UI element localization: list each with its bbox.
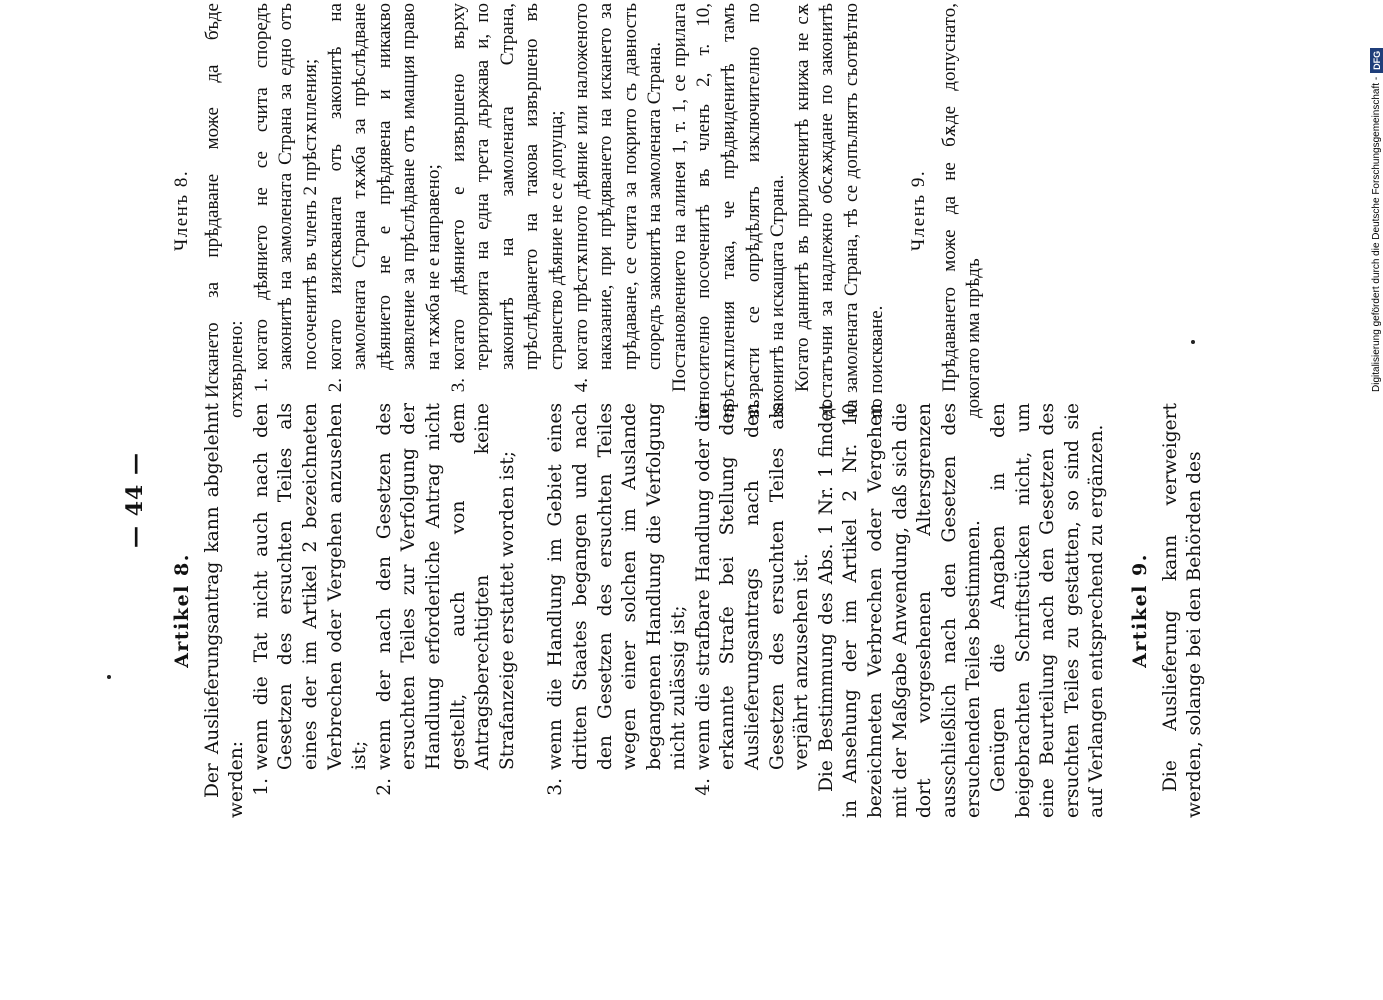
list-item [250,3,324,418]
item-text: когато дѣянието е извършено върху територията на една трета държава и, по законитѣ на замолената Страна, прѣслѣдването на такова извършено въ странство дѣяние не се допуща; [447,3,567,370]
article-8-heading-bg: Членъ 8. [171,169,192,252]
list-item [447,3,570,418]
item-text: wenn die strafbare Handlung oder die erkannte Strafe bei Stellung des Auslieferungsantrags nach den Gesetzen des ersuchten Teiles als verjährt anzusehen ist. [692,403,813,770]
article-8-paragraph-2-de: Genügen die Angaben in den beigebrachten Schriftstücken nicht, um eine Beurteilung nach den Gesetzen des ersuchten Teiles zu gestatten, so sind sie auf Verlangen entsprechend zu ergänzen. [988,403,1108,818]
item-number: 3. [545,778,567,796]
scan-speck [107,675,111,679]
list-item [324,3,447,418]
list-item [570,3,668,418]
article-9-text-bg: Прѣдаването може да не бѫде допуснато, докогато има прѣдъ [938,3,985,418]
article-9-text-de: Die Auslieferung kann verweigert werden, solange bei den Behörden des [1159,403,1206,818]
article-8-paragraph-2-bg: Когато даннитѣ въ приложенитѣ книжа не сѫ достатъчни за надлежно обсѫждане по законитѣ на замолената Страна, тѣ се допълнятъ съотвѣтно по поискване. [791,3,887,418]
list-item [250,403,373,818]
item-number: 4. [692,778,714,796]
credit-text: Digitalisierung gefördert durch die Deutsche Forschungsgemeinschaft - [1371,76,1382,392]
item-text: когато прѣстѫпното дѣяние или наложеното наказание, при прѣдяването на искането за прѣдаване, се счита за покрито съ давность споредъ законитѣ на замолената Страна. [570,3,666,370]
scan-speck [1191,340,1195,344]
item-text: wenn die Handlung im Gebiet eines dritten Staates begangen und nach den Gesetzen des ersuchten Teiles wegen einer solchen im Auslande begangenen Handlung die Verfolgung nicht zulässig ist; [545,403,690,770]
item-text: когато дѣянието не се счита споредъ законитѣ на замолената Страна за едно отъ посоченитѣ въ членъ 2 прѣстѫпления; [250,3,321,370]
item-number: 3. [447,378,469,393]
article-8-intro-de: Der Auslieferungsantrag kann abgelehnt werden: [201,403,248,818]
dfg-logo: DFG [1370,48,1383,73]
article-9-heading-de: Artikel 9. [1128,553,1151,668]
digitization-credit [1366,8,1383,392]
article-9-heading-bg: Членъ 9. [908,169,930,252]
item-number: 1. [250,378,272,393]
list-item [692,403,815,818]
article-8-heading-de: Artikel 8. [171,553,193,668]
page-number: — 44 — [122,452,148,548]
article-8-intro-bg: Искането за прѣдаване може да бъде отхвърлено: [201,3,248,418]
item-text: когато изискваната отъ законитѣ на замолената Страна тѫжба за прѣслѣдване дѣянието не е прѣдявена и никакво заявление за прѣслѣдване отъ имащия право на тѫжба не е направено; [324,3,444,370]
list-item [373,403,521,818]
item-number: 2. [373,778,395,796]
item-text: wenn der nach den Gesetzen des ersuchten Teiles zur Verfolgung der Handlung erforderliche Antrag nicht gestellt, auch von dem Antragsberechtigten keine Strafanzeige erstattet worden ist; [373,403,518,770]
list-item [544,403,692,818]
article-8-paragraph-1-bg: Постановлението на алинея 1, т. 1, се прилага относително посоченитѣ въ членъ 2, т. 10, прѣстѫпления така, че прѣдвиденитѣ тамъ възрасти се опрѣдѣлятъ изключително по законитѣ на искащата Страна. [668,3,789,418]
german-column [170,403,1208,818]
article-8-paragraph-1-de: Die Bestimmung des Abs. 1 Nr. 1 findet in Ansehung der im Artikel 2 Nr. 10 bezeichneten Verbrechen oder Vergehen mit der Maßgabe Anwendung, daß sich die dort vorgesehenen Altersgrenzen ausschließlich nach den Gesetzen des ersuchenden Teiles bestimmen. [815,403,985,818]
item-number: 2. [324,378,346,393]
item-number: 1. [250,778,272,796]
bulgarian-column [170,3,987,418]
item-text: wenn die Tat nicht auch nach den Gesetzen des ersuchten Teiles als eines der im Artikel 2 bezeichneten Verbrechen oder Vergehen anzusehen ist; [250,403,371,770]
item-number: 4. [570,378,592,393]
